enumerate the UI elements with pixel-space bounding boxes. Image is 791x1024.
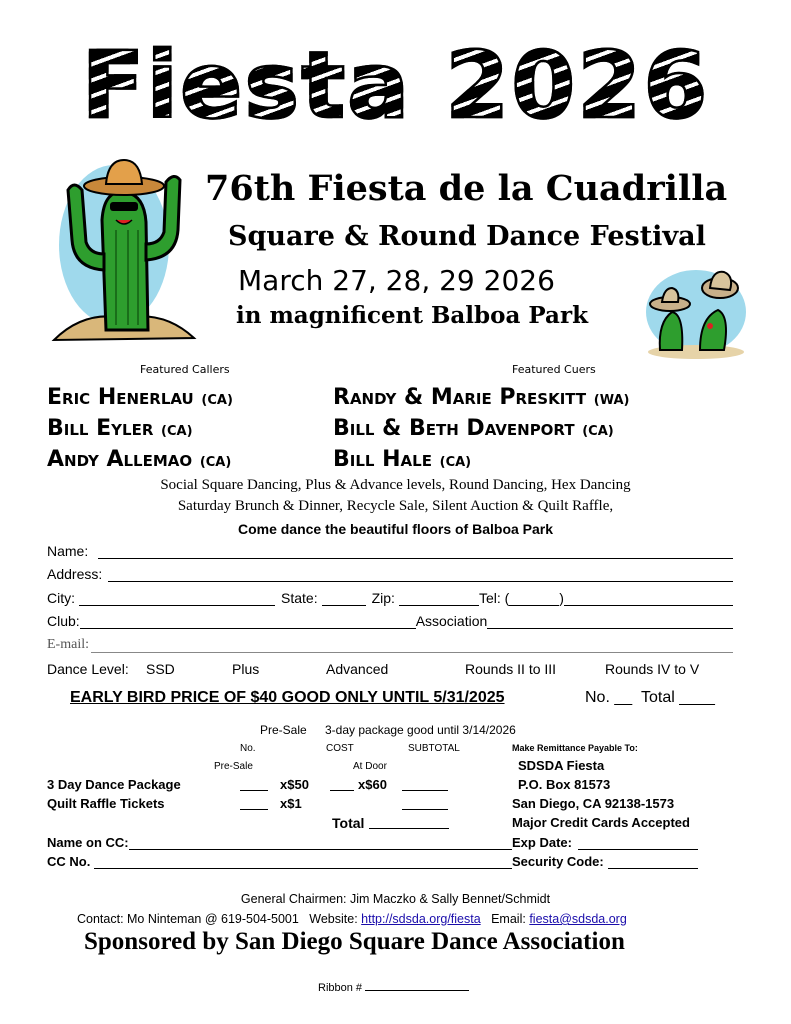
sponsor-line: Sponsored by San Diego Square Dance Association xyxy=(84,928,625,955)
remit-org: SDSDA Fiesta xyxy=(518,758,605,773)
level-option[interactable]: Rounds IV to V xyxy=(605,661,700,677)
callers-list xyxy=(47,384,233,477)
email-label: E-mail: xyxy=(47,637,89,652)
raffle-price: x$1 xyxy=(280,796,302,811)
fiesta-subtitle: 76th Fiesta de la Cuadrilla xyxy=(205,168,728,209)
website-link[interactable]: http://sdsda.org/fiesta xyxy=(361,912,481,926)
cuers-list xyxy=(333,384,629,477)
tagline: Come dance the beautiful floors of Balboa Park xyxy=(237,521,554,537)
association-label: Association xyxy=(415,613,488,629)
remit-po: P.O. Box 81573 xyxy=(518,777,611,792)
item-raffle: Quilt Raffle Tickets xyxy=(47,796,165,811)
col-cost: COST xyxy=(326,743,354,754)
package-subtotal-input[interactable] xyxy=(402,778,448,791)
col-atdoor: At Door xyxy=(353,761,387,772)
col-subtotal: SUBTOTAL xyxy=(408,743,460,754)
presale-label: Pre-Sale xyxy=(260,723,307,737)
total-input[interactable] xyxy=(369,816,449,829)
remit-city: San Diego, CA 92138-1573 xyxy=(512,796,675,811)
zip-label: Zip: xyxy=(371,590,395,606)
callers-heading: Featured Callers xyxy=(140,363,230,376)
cuer-item: Bill Hale (CA) xyxy=(333,447,472,472)
city-label: City: xyxy=(47,590,75,606)
level-option[interactable]: Plus xyxy=(232,661,260,677)
event-venue: in magnificent Balboa Park xyxy=(236,302,589,329)
remit-heading: Make Remittance Payable To: xyxy=(512,743,638,753)
chairmen: General Chairmen: Jim Maczko & Sally Bennet/Schmidt xyxy=(240,892,551,906)
name-field[interactable] xyxy=(47,541,733,559)
raffle-qty-input[interactable] xyxy=(240,797,268,810)
club-association-row[interactable] xyxy=(47,611,733,629)
exp-date-field[interactable]: Exp Date: xyxy=(512,835,698,850)
email-field[interactable] xyxy=(47,635,733,653)
col-no: No. xyxy=(240,743,256,754)
early-bird-count: No. __ Total ____ xyxy=(585,689,715,706)
remit-cards: Major Credit Cards Accepted xyxy=(512,815,690,830)
level-option[interactable]: Advanced xyxy=(326,661,389,677)
name-label: Name: xyxy=(47,543,89,559)
early-bird-notice: EARLY BIRD PRICE OF $40 GOOD ONLY UNTIL 5/31/2025 xyxy=(70,689,505,706)
cuer-item: Bill & Beth Davenport (CA) xyxy=(333,416,614,441)
dance-level-label: Dance Level: xyxy=(47,661,129,677)
cuer-item: Randy & Marie Preskitt (WA) xyxy=(333,385,630,410)
address-field[interactable] xyxy=(47,564,733,582)
city-state-zip-row[interactable]: City: State: Zip: Tel: ( ) xyxy=(47,588,733,606)
tel-label: Tel: ( xyxy=(478,590,510,606)
caller-item: Eric Henerlau (CA) xyxy=(47,385,233,410)
state-label: State: xyxy=(281,590,318,606)
page-title: Fiesta 2026 xyxy=(0,36,791,136)
level-option[interactable]: Rounds II to III xyxy=(465,661,557,677)
cactus-sombrero-icon xyxy=(44,150,204,350)
cuers-heading: Featured Cuers xyxy=(512,363,596,376)
festival-name: Square & Round Dance Festival xyxy=(228,221,706,252)
level-option[interactable]: SSD xyxy=(146,661,175,677)
email-link[interactable]: fiesta@sdsda.org xyxy=(529,912,627,926)
caller-item: Andy Allemao (CA) xyxy=(47,447,232,472)
total-label: Total xyxy=(332,815,365,831)
event-dates: March 27, 28, 29 2026 xyxy=(238,264,555,297)
activities-line: Saturday Brunch & Dinner, Recycle Sale, Silent Auction & Quilt Raffle, xyxy=(177,498,614,514)
raffle-subtotal-input[interactable] xyxy=(402,797,448,810)
club-label: Club: xyxy=(47,613,80,629)
contact-line: Contact: Mo Ninteman @ 619-504-5001 Website: http://sdsda.org/fiesta Email: fiesta@sdsda.org xyxy=(77,912,627,926)
caller-item: Bill Eyler (CA) xyxy=(47,416,193,441)
item-dance-package: 3 Day Dance Package xyxy=(47,777,181,792)
package-qty-input[interactable] xyxy=(240,778,268,791)
package-note: 3-day package good until 3/14/2026 xyxy=(325,723,516,737)
col-presale: Pre-Sale xyxy=(214,761,253,772)
package-presale-price: x$50 xyxy=(280,777,309,792)
package-door-price: x$60 xyxy=(358,777,387,792)
cc-number-field[interactable]: CC No. xyxy=(47,854,512,869)
package-door-qty-input[interactable] xyxy=(330,778,354,791)
security-code-field[interactable]: Security Code: xyxy=(512,854,698,869)
ribbon-field[interactable]: Ribbon # xyxy=(318,981,469,994)
address-label: Address: xyxy=(47,566,103,582)
dance-level-row xyxy=(47,661,737,677)
activities-line: Social Square Dancing, Plus & Advance levels, Round Dancing, Hex Dancing xyxy=(160,477,631,493)
name-on-cc-field[interactable]: Name on CC: xyxy=(47,835,512,850)
dancing-cacti-icon xyxy=(638,262,748,362)
